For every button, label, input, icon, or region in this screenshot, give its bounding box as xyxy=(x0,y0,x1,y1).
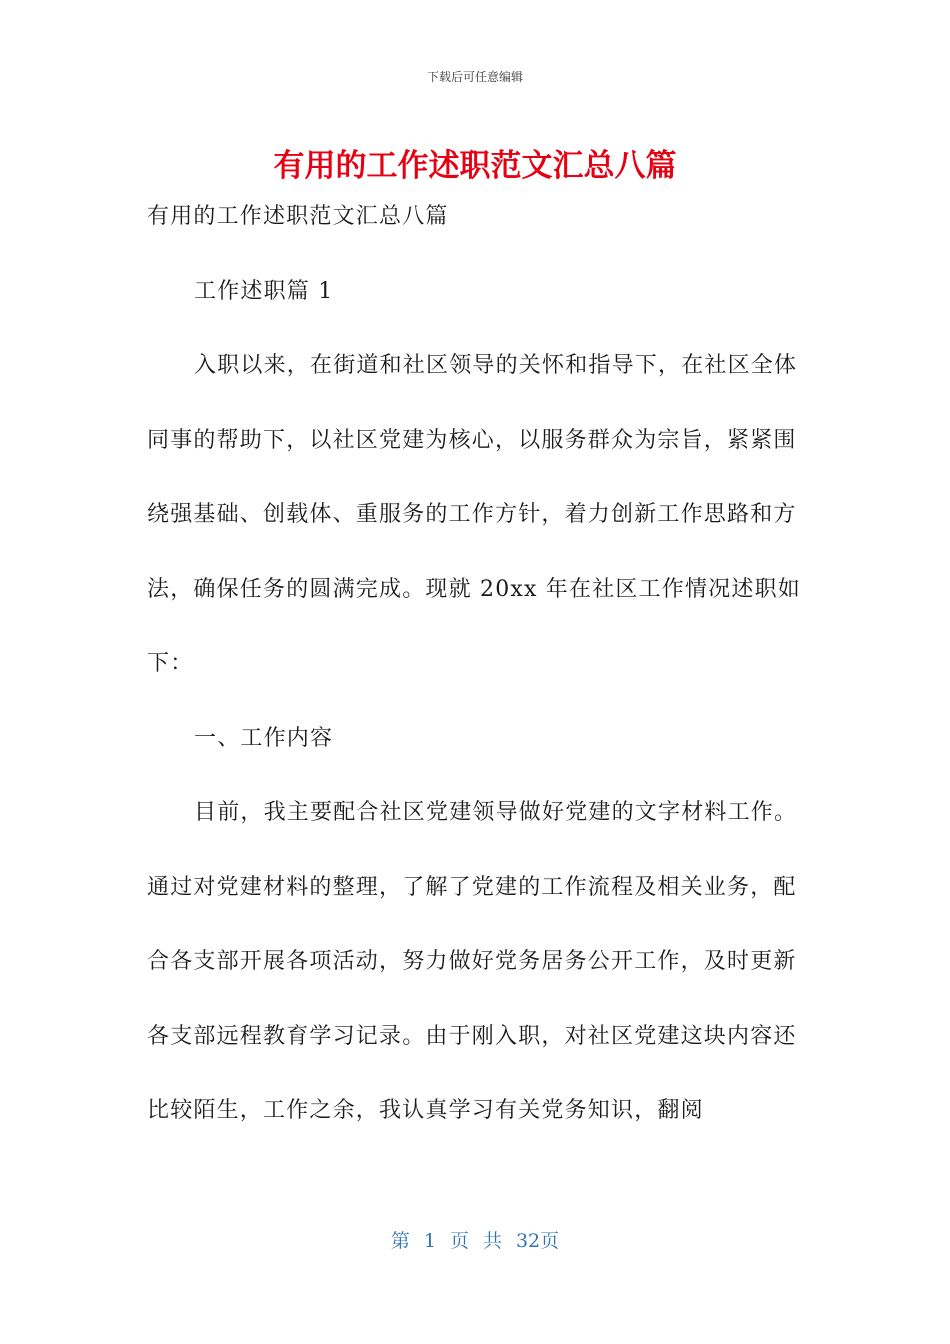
page-footer xyxy=(0,1226,950,1253)
footer-total-pages: 32页 xyxy=(515,1230,560,1252)
footer-prefix: 第 xyxy=(390,1230,410,1252)
document-title: 有用的工作述职范文汇总八篇 xyxy=(273,148,677,184)
paragraph-heading: 一、工作内容 xyxy=(194,725,334,751)
footer-total-label: 共 xyxy=(482,1230,502,1252)
paragraph: 入职以来，在街道和社区领导的关怀和指导下，在社区全体同事的帮助下，以社区党建为核心，以服务群众为宗旨，紧紧围绕强基础、创载体、重服务的工作方针，着力创新工作思路和方法，确保任务的圆满完成。现就 20xx 年在社区工作情况述职如下： xyxy=(147,353,801,676)
section-heading: 工作述职篇 1 xyxy=(194,278,334,304)
footer-current-page: 1 xyxy=(423,1230,436,1252)
paragraph: 目前，我主要配合社区党建领导做好党建的文字材料工作。通过对党建材料的整理，了解了党建的工作流程及相关业务，配合各支部开展各项活动，努力做好党务居务公开工作，及时更新各支部远程教育学习记录。由于刚入职，对社区党建这块内容还比较陌生，工作之余，我认真学习有关党务知识，翻阅 xyxy=(147,800,798,1123)
header-note: 下载后可任意编辑 xyxy=(426,70,523,84)
footer-page-label: 页 xyxy=(449,1230,469,1252)
document-body xyxy=(147,180,807,1149)
document-subtitle: 有用的工作述职范文汇总八篇 xyxy=(147,204,449,229)
